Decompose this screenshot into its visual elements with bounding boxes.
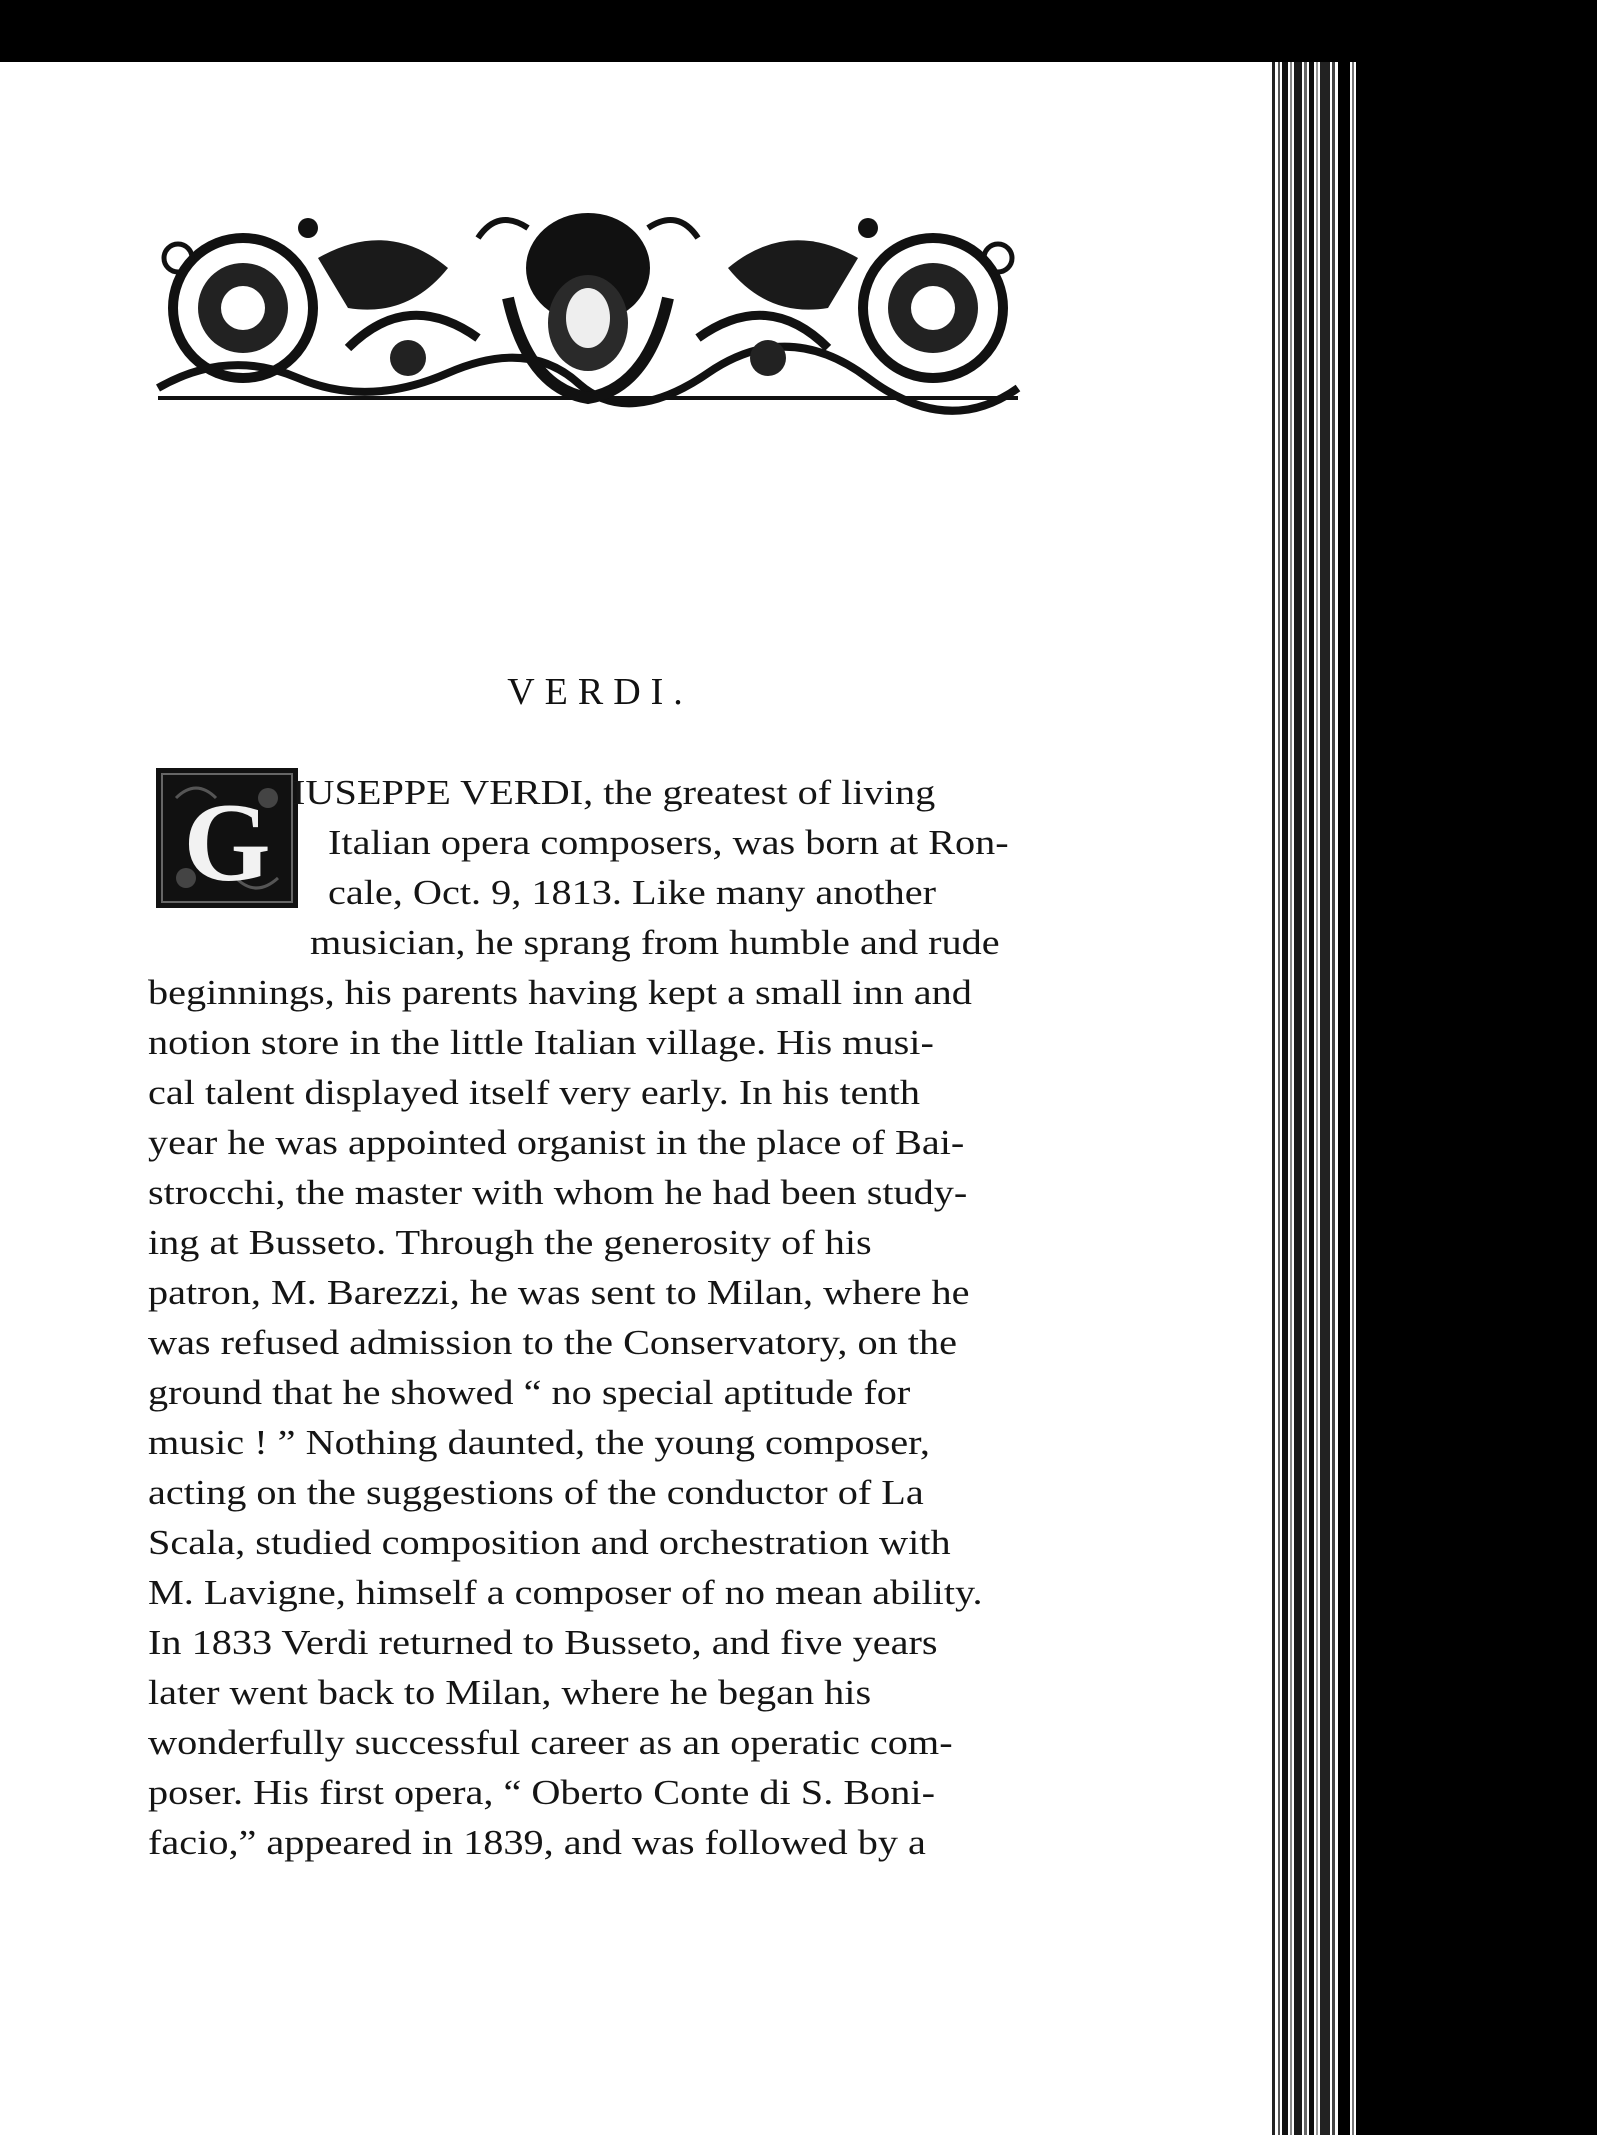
text-line-9: strocchi, the master with whom he had been study- — [148, 1173, 968, 1212]
text-line-5: beginnings, his parents having kept a small inn and — [148, 973, 972, 1012]
text-line-14: music ! ” Nothing daunted, the young composer, — [148, 1423, 930, 1462]
text-line-7: cal talent displayed itself very early. In his tenth — [148, 1073, 920, 1112]
text-line-6: notion store in the little Italian village. His musi- — [148, 1023, 934, 1062]
text-line-16: Scala, studied composition and orchestration with — [148, 1523, 951, 1562]
text-line-17: M. Lavigne, himself a composer of no mean ability. — [148, 1573, 983, 1612]
drop-cap-letter: G — [183, 781, 271, 905]
ornamental-headpiece-icon — [148, 198, 1028, 418]
text-line-10: ing at Busseto. Through the generosity of his — [148, 1223, 872, 1262]
text-line-2: Italian opera composers, was born at Ron- — [328, 823, 1009, 862]
decorated-initial-icon — [156, 768, 298, 908]
text-line-4: musician, he sprang from humble and rude — [310, 923, 1000, 962]
text-line-8: year he was appointed organist in the place of Bai- — [148, 1123, 965, 1162]
text-line-11: patron, M. Barezzi, he was sent to Milan, where he — [148, 1273, 970, 1312]
text-line-19: later went back to Milan, where he began his — [148, 1673, 872, 1712]
chapter-title: VERDI. — [507, 671, 693, 713]
top-black-border — [0, 0, 1597, 62]
text-line-15: acting on the suggestions of the conductor of La — [148, 1473, 924, 1512]
text-line-20: wonderfully successful career as an operatic com- — [148, 1723, 953, 1762]
right-black-border — [1378, 0, 1597, 2135]
text-line-18: In 1833 Verdi returned to Busseto, and five years — [148, 1623, 938, 1662]
text-line-13: ground that he showed “ no special aptitude for — [148, 1373, 911, 1412]
text-line-12: was refused admission to the Conservatory, on the — [148, 1323, 957, 1362]
text-line-22: facio,” appeared in 1839, and was followed by a — [148, 1823, 926, 1862]
text-line-1: IUSEPPE VERDI, the greatest of living — [292, 773, 936, 812]
text-line-21: poser. His first opera, “ Oberto Conte di S. Boni- — [148, 1773, 936, 1812]
text-line-3: cale, Oct. 9, 1813. Like many another — [328, 873, 937, 912]
book-spine-edge — [1268, 62, 1378, 2135]
